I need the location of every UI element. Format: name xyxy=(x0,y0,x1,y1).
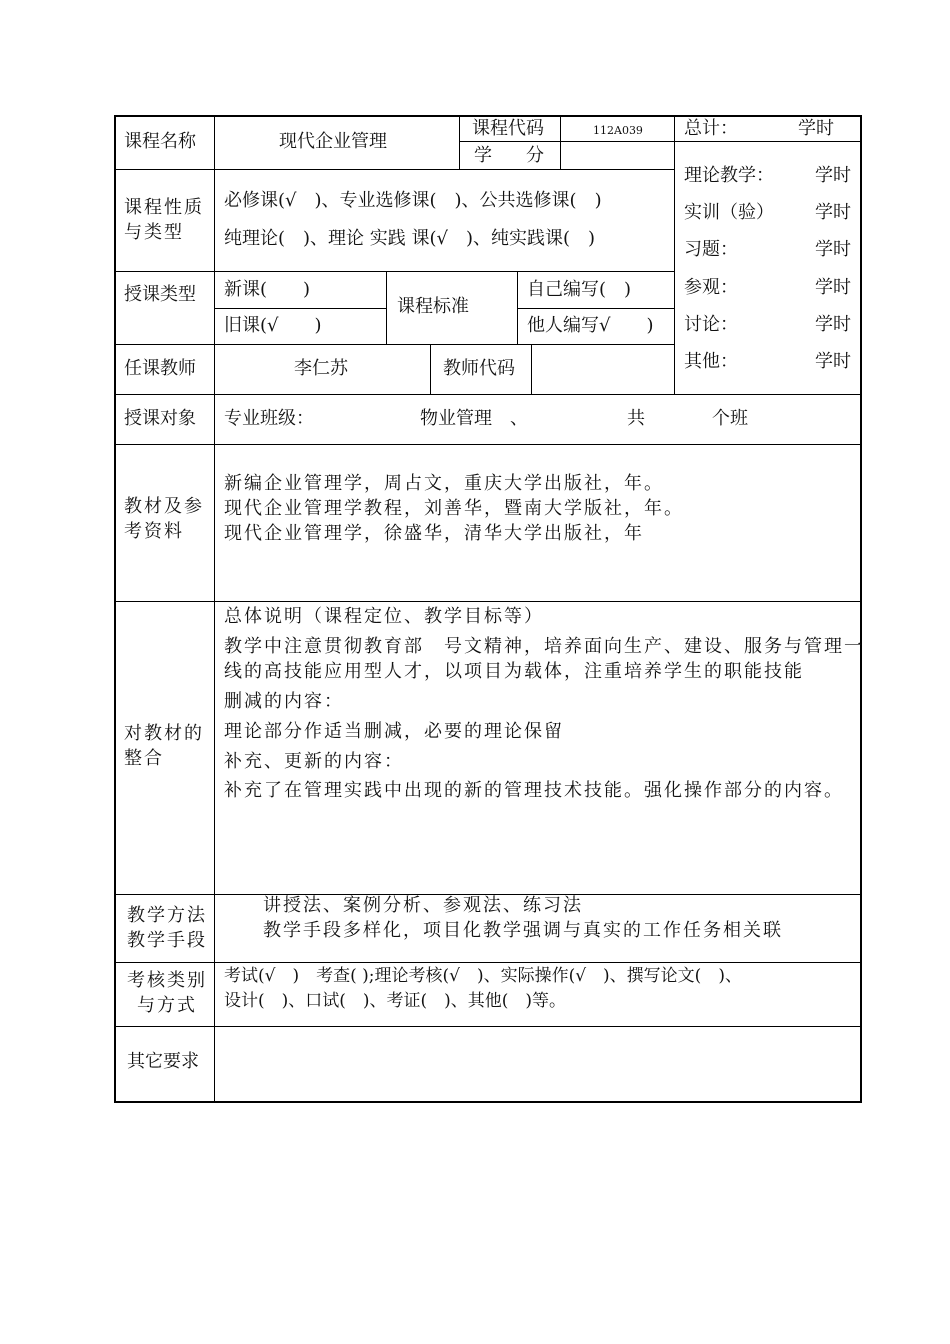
hours-total-label: 总计： xyxy=(684,118,738,139)
course-code-value: 112A039 xyxy=(593,124,643,137)
new-course: 新课( ) xyxy=(224,279,311,300)
standard-label: 课程标准 xyxy=(397,296,469,317)
materials-label-line1: 教材及参 xyxy=(124,496,204,517)
integration-line: 补充、更新的内容： xyxy=(224,751,404,772)
materials-label-line2: 考资料 xyxy=(124,521,184,542)
nature-label-line1: 课程性质 xyxy=(124,197,204,218)
integration-line: 删减的内容： xyxy=(224,691,344,712)
nature-label-line2: 与类型 xyxy=(124,222,184,243)
assessment-line2: 设计( )、口试( )、考证( )、其他( )等。 xyxy=(224,991,567,1011)
assessment-label-line1: 考核类别 xyxy=(127,970,207,991)
hours-theory-label: 理论教学： xyxy=(684,165,774,186)
integration-label-line1: 对教材的 xyxy=(124,723,204,744)
methods-label-line2: 教学手段 xyxy=(127,930,207,951)
self-written: 自己编写( ) xyxy=(527,279,632,300)
nature-line2: 纯理论( )、理论 实践 课(√ )、纯实践课( ) xyxy=(224,228,596,249)
audience-total: 共 xyxy=(627,408,645,429)
assessment-label-line2: 与方式 xyxy=(137,995,197,1016)
hours-discussion-label: 讨论： xyxy=(684,314,738,335)
integration-line: 理论部分作适当删减，必要的理论保留 xyxy=(224,721,564,742)
methods-line2: 教学手段多样化，项目化教学强调与真实的工作任务相关联 xyxy=(263,920,783,941)
integration-label-line2: 整合 xyxy=(124,748,164,769)
integration-line: 教学中注意贯彻教育部 号文精神，培养面向生产、建设、服务与管理一 xyxy=(224,636,864,657)
course-name-value: 现代企业管理 xyxy=(279,131,387,152)
hours-lab-label: 实训（验） xyxy=(684,202,774,223)
hours-exercise-unit: 学时 xyxy=(815,239,851,260)
teach-type-label: 授课类型 xyxy=(124,284,196,305)
assessment-line1: 考试(√ ) 考查( );理论考核(√ )、实际操作(√ )、撰写论文( )、 xyxy=(224,966,742,986)
hours-exercise-label: 习题： xyxy=(684,239,738,260)
methods-label-line1: 教学方法 xyxy=(127,905,207,926)
material-item: 现代企业管理学，徐盛华，清华大学出版社，年 xyxy=(224,523,644,544)
integration-line: 总体说明（课程定位、教学目标等） xyxy=(224,606,544,627)
credit-label: 学 分 xyxy=(474,145,552,166)
teacher-label: 任课教师 xyxy=(124,358,196,379)
others-written: 他人编写√ ) xyxy=(527,315,654,336)
hours-total-unit: 学时 xyxy=(798,118,834,139)
audience-label: 授课对象 xyxy=(124,408,196,429)
other-label: 其它要求 xyxy=(127,1051,199,1072)
old-course: 旧课(√ ) xyxy=(224,315,322,336)
hours-other-unit: 学时 xyxy=(815,351,851,372)
course-name-label: 课程名称 xyxy=(124,131,196,152)
hours-lab-unit: 学时 xyxy=(815,202,851,223)
integration-line: 补充了在管理实践中出现的新的管理技术技能。强化操作部分的内容。 xyxy=(224,780,844,801)
material-item: 现代企业管理学教程，刘善华，暨南大学版社，年。 xyxy=(224,498,684,519)
audience-unit: 个班 xyxy=(712,408,748,429)
audience-major: 物业管理 、 xyxy=(420,408,528,429)
audience-class-label: 专业班级： xyxy=(224,408,314,429)
material-item: 新编企业管理学，周占文，重庆大学出版社，年。 xyxy=(224,473,664,494)
course-code-label: 课程代码 xyxy=(472,118,544,139)
hours-visit-unit: 学时 xyxy=(815,277,851,298)
teacher-code-label: 教师代码 xyxy=(443,358,515,379)
teacher-name: 李仁苏 xyxy=(294,358,348,379)
hours-theory-unit: 学时 xyxy=(815,165,851,186)
nature-line1: 必修课(√ )、专业选修课( )、公共选修课( ) xyxy=(224,190,602,211)
hours-other-label: 其他： xyxy=(684,351,738,372)
methods-line1: 讲授法、案例分析、参观法、练习法 xyxy=(263,895,583,916)
hours-discussion-unit: 学时 xyxy=(815,314,851,335)
hours-visit-label: 参观： xyxy=(684,277,738,298)
integration-line: 线的高技能应用型人才，以项目为载体，注重培养学生的职能技能 xyxy=(224,661,804,682)
